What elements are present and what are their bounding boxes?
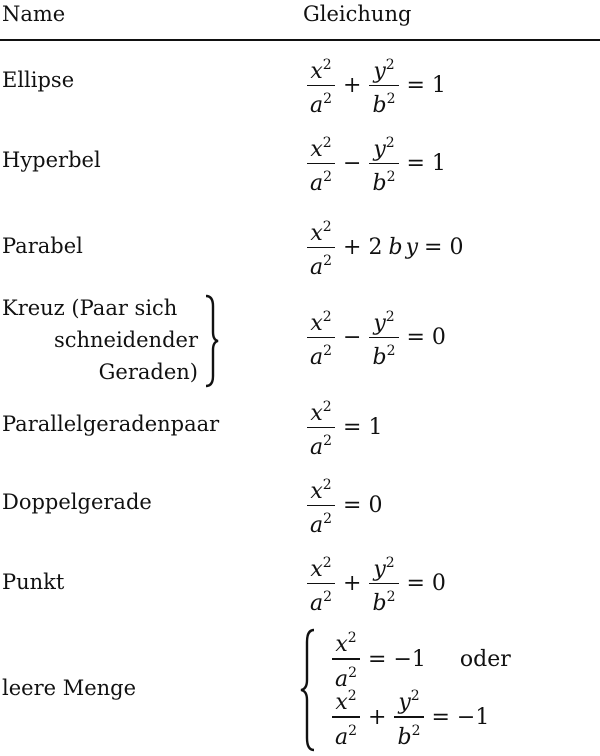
equation: $\frac{x^2}{a^2}$ + 2 b y = 0 [305, 214, 469, 281]
table-row-doppelgerade [0, 470, 600, 540]
row-name: leere Menge [2, 676, 137, 700]
row-name: Kreuz (Paar sich schneidender Geraden) [2, 296, 198, 384]
oder-word: oder [459, 646, 511, 672]
equation: $\frac{x^2}{a^2}$ − $\frac{y^2}{b^2}$ = 0 [305, 304, 452, 371]
equation: $\frac{x^2}{a^2}$ − $\frac{y^2}{b^2}$ = 1 [305, 130, 452, 197]
equation: $\frac{x^2}{a^2}$ = 1 [305, 394, 388, 461]
column-header-equation: Gleichung [303, 2, 412, 26]
table-row-leere-menge [0, 626, 600, 754]
table-header [0, 0, 600, 40]
table-row-parabel [0, 212, 600, 282]
fraction: $\frac{x^2}{a^2}$ [307, 52, 335, 119]
row-name: Hyperbel [2, 148, 101, 172]
equation: $\frac{x^2}{a^2}$ + $\frac{y^2}{b^2}$ = 1 [305, 52, 452, 119]
equation-line: $\frac{x^2}{a^2}$ + $\frac{y^2}{b^2}$ = −1 [330, 688, 511, 746]
row-name: Punkt [2, 570, 65, 594]
row-name: Ellipse [2, 68, 75, 92]
fraction: $\frac{y^2}{b^2}$ [369, 52, 398, 119]
equation: $\frac{x^2}{a^2}$ = 0 [305, 472, 388, 539]
table-row-hyperbel [0, 128, 600, 198]
header-rule [0, 39, 600, 41]
column-header-name: Name [2, 2, 66, 26]
table-row-punkt [0, 548, 600, 618]
table-row-kreuz [0, 290, 600, 390]
table-row-parallelgeradenpaar [0, 392, 600, 462]
table-row-ellipse [0, 50, 600, 120]
right-brace-icon [204, 294, 220, 388]
row-name: Parabel [2, 234, 83, 258]
equation [330, 630, 511, 750]
equation: $\frac{x^2}{a^2}$ + $\frac{y^2}{b^2}$ = 0 [305, 550, 452, 617]
equation-line: $\frac{x^2}{a^2}$ = −1 oder [330, 630, 511, 688]
row-name: Doppelgerade [2, 490, 152, 514]
row-name: Parallelgeradenpaar [2, 412, 220, 436]
left-brace-icon [298, 628, 316, 752]
